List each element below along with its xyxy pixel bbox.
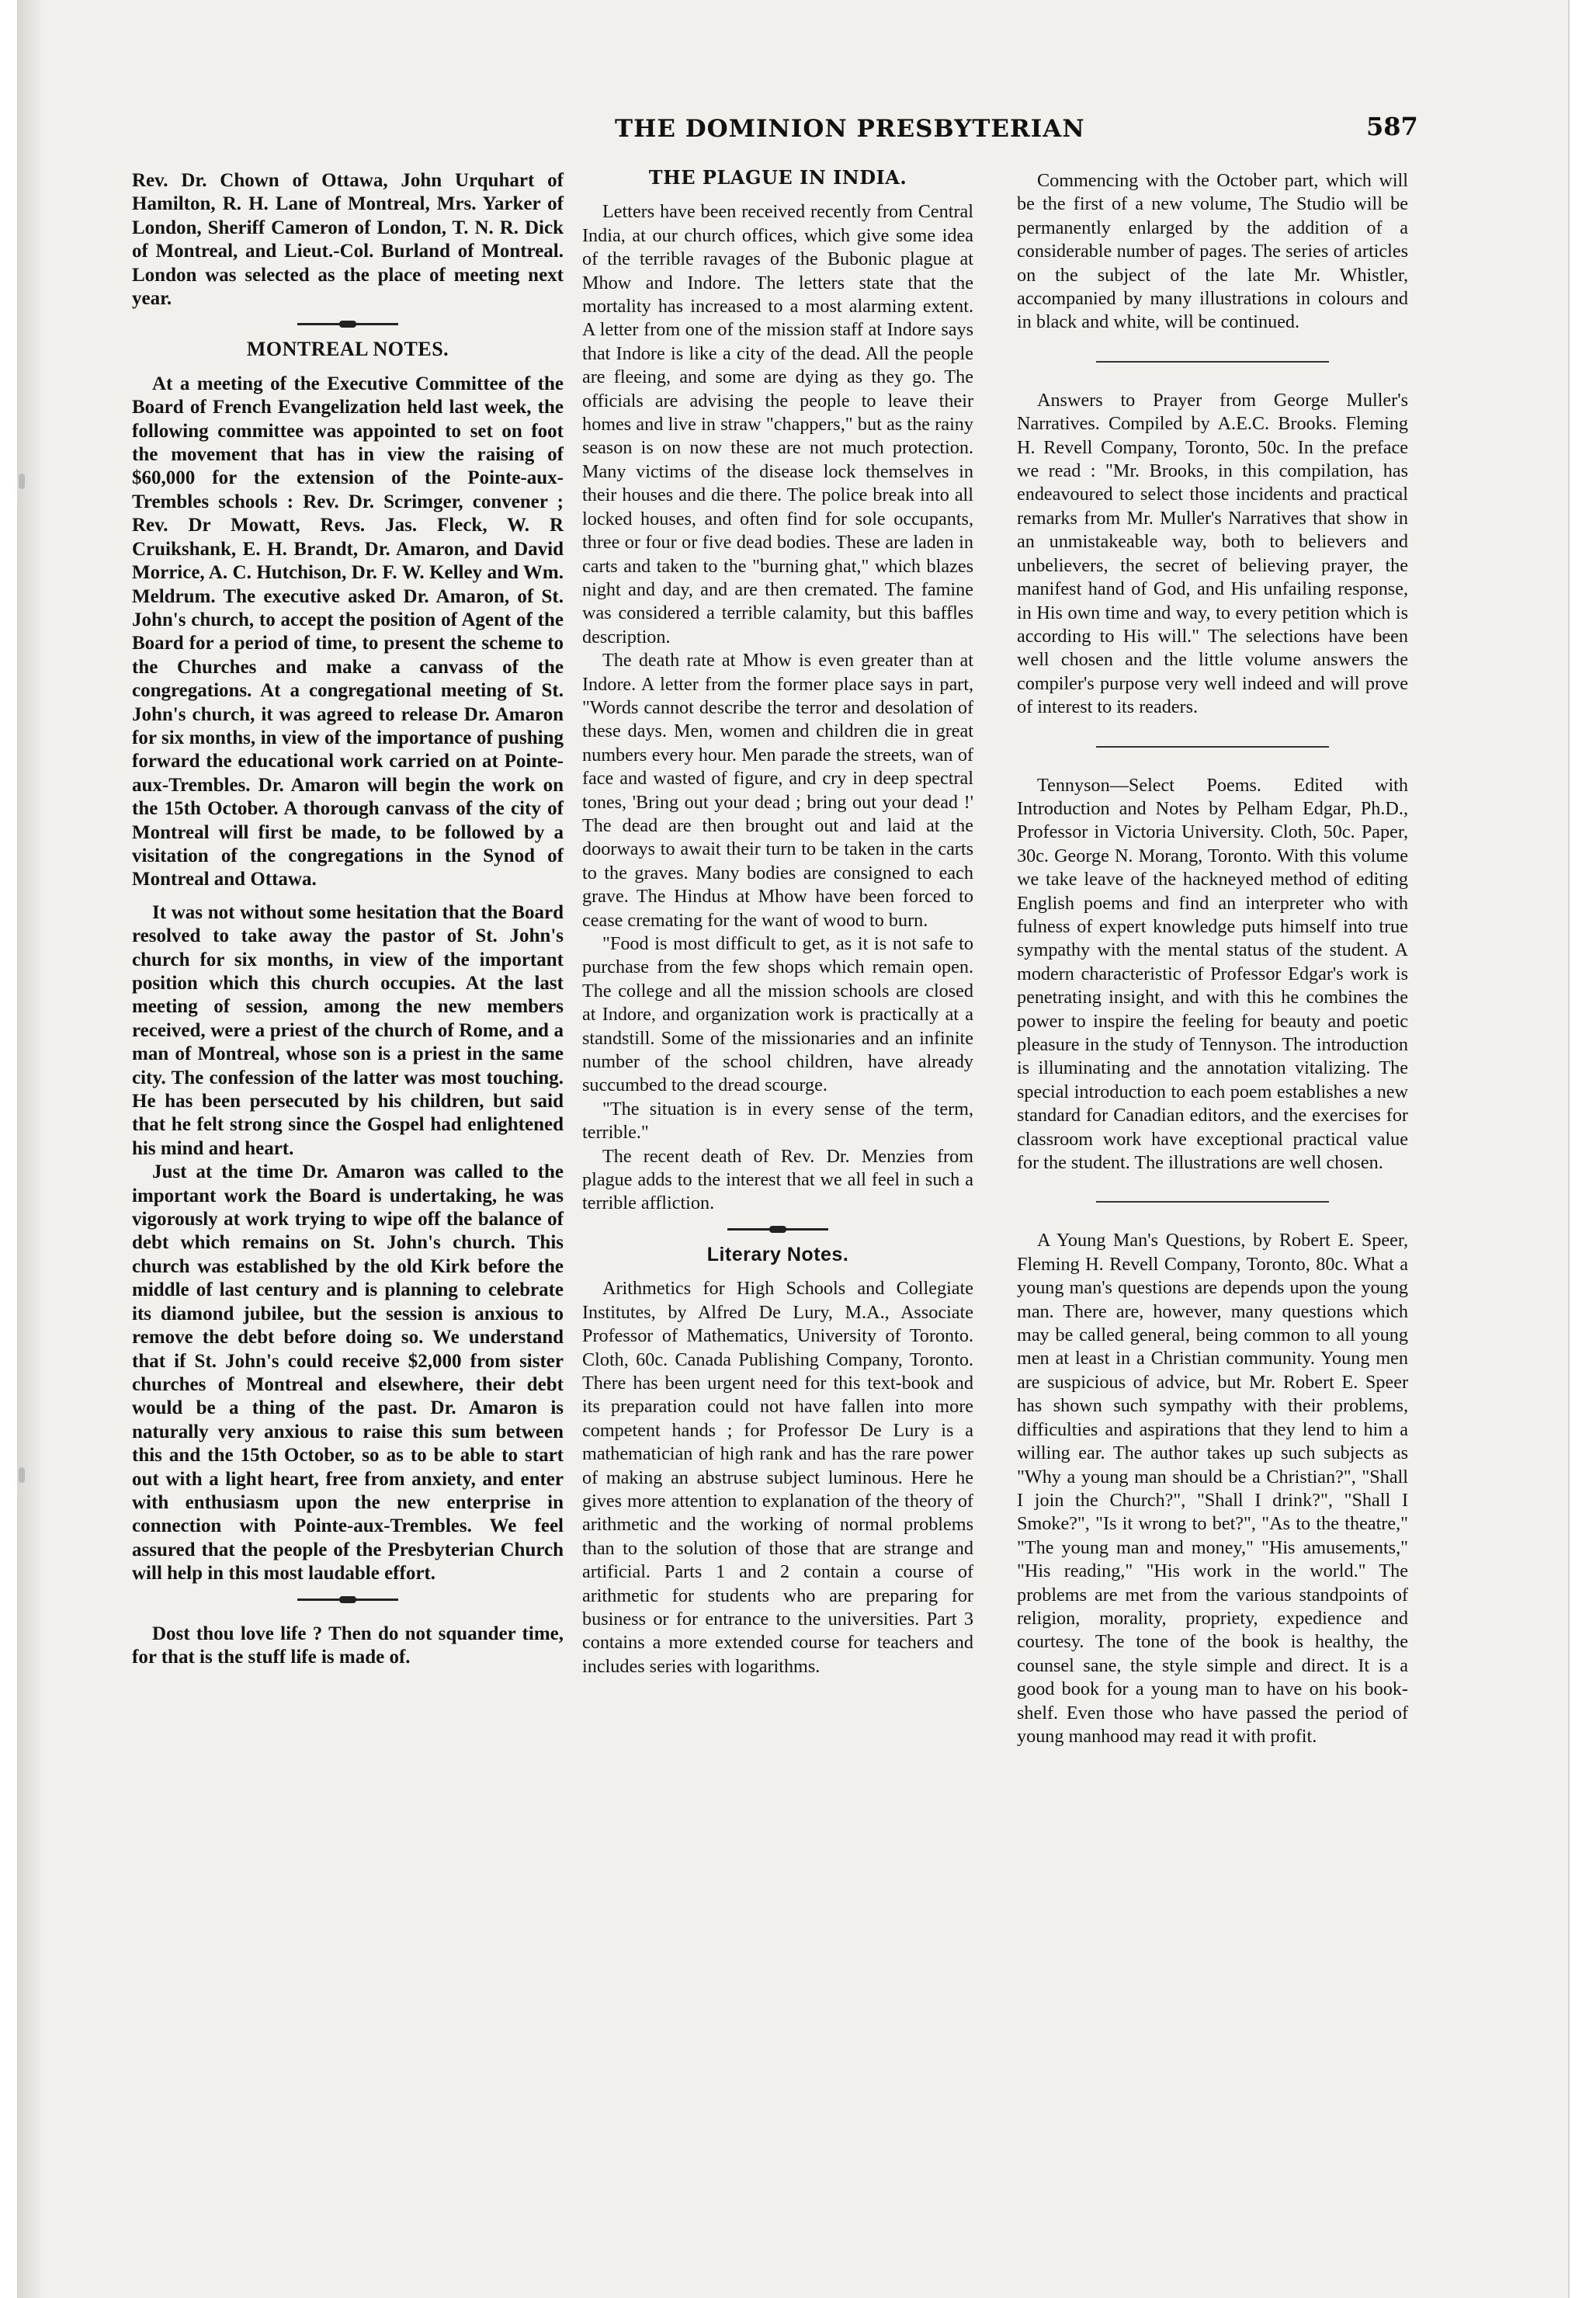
plague-paragraph-4: "The situation is in every sense of the term, terrible." [582, 1098, 973, 1144]
montreal-notes-paragraph-3: Just at the time Dr. Amaron was called to the important work the Board is undertaking, he was vigorously at work trying to wipe off the balance of debt which remains on St. John's church. This church was established by the old Kirk before the middle of last century and is planning to celebrate its diamond jubilee, but the session is anxious to remove the debt before doing so. We understand that if St. John's could receive $2,000 from sister churches of Montreal and elsewhere, their debt would be a thing of the past. Dr. Amaron is naturally very anxious to raise this sum between this and the 15th October, so as to be able to start out with a light heart, free from anxiety, and enter with enthusiasm upon the new enterprise in connection with Pointe-aux-Trembles. We feel assured that the people of the Presbyterian Church will help in this most laudable effort. [132, 1161, 564, 1585]
plague-paragraph-2: The death rate at Mhow is even greater than at Indore. A letter from the former place says in part, "Words cannot describe the terror and desolation of these days. Men, women and children die in great numbers every hour. Men parade the streets, wan of face and wasted of figure, and cry in deep spectral tones, 'Bring out your dead ; bring out your dead !' The dead are then brought out and laid at the doorways to await their turn to be taken in the carts to the graves. Many bodies are consigned to each grave. The Hindus at Mhow have been forced to cease cremating for the want of wood to burn. [582, 650, 973, 931]
closing-aphorism: Dost thou love life ? Then do not squander time, for that is the stuff life is made of. [132, 1623, 564, 1668]
montreal-notes-heading: MONTREAL NOTES. [246, 338, 449, 361]
middle-column [582, 166, 973, 1678]
literary-notes-heading: Literary Notes. [706, 1243, 849, 1265]
review-divider [1096, 746, 1329, 748]
montreal-notes-paragraph-1: At a meeting of the Executive Committee of the Board of French Evangelization held last week, the following committee was appointed to set on foot the movement that has in view the raising of $60,000 for the extension of the Pointe-aux-Trembles schools : Rev. Dr. Scrimger, convener ; Rev. Dr Mowatt, Revs. Jas. Fleck, W. R Cruikshank, E. H. Brandt, Dr. Amaron, and David Morrice, A. C. Hutchison, Dr. F. W. Kelley and Wm. Meldrum. The executive asked Dr. Amaron, of St. John's church, to accept the position of Agent of the Board for a period of time, to present the scheme to the Churches and make a canvass of the congregations. At a congregational meeting of St. John's church, it was agreed to release Dr. Amaron for six months, in view of the importance of pushing forward the educational work carried on at Pointe-aux-Trembles. Dr. Amaron will begin the work on the 15th October. A thorough canvass of the city of Montreal will first be made, to be followed by a visitation of the congregations in the Synod of Montreal and Ottawa. [132, 373, 564, 890]
plague-heading: THE PLAGUE IN INDIA. [648, 166, 907, 189]
page-number: 587 [1366, 112, 1418, 141]
review-young-mans-questions: A Young Man's Questions, by Robert E. Speer, Fleming H. Revell Company, Toronto, 80c. What a young man's questions are depends upon the young man. There are, however, many questions which may be called general, being common to all young men at least in a Christian community. Young men are suspicious of advice, but Mr. Robert E. Speer has shown such sympathy with their problems, difficulties and aspirations that they lend to him a willing ear. The author takes up such subjects as "Why a young man should be a Christian?", "Shall I join the Church?", "Shall I drink?", "Shall I Smoke?", "Is it wrong to bet?", "As to the theatre," "The young man and money," "His amusements," "His reading," "His work in the world." The problems are met from the various standpoints of religion, morality, propriety, expedience and courtesy. The tone of the book is healthy, the counsel sane, the style simple and direct. It is a good book for a young man to have on his book-shelf. Even those who have passed the period of young manhood may read it with profit. [1017, 1230, 1408, 1747]
left-intro-paragraph: Rev. Dr. Chown of Ottawa, John Urquhart of Hamilton, R. H. Lane of Montreal, Mrs. Yarker of London, Sheriff Cameron of London, T. N. R. Dick of Montreal, and Lieut.-Col. Burland of Montreal. London was selected as the place of meeting next year. [132, 170, 564, 310]
binding-mark [19, 1467, 25, 1483]
section-separator [297, 323, 398, 325]
newspaper-page [17, 0, 1570, 2298]
page-header-title: THE DOMINION PRESBYTERIAN [615, 115, 1085, 143]
review-studio: Commencing with the October part, which will be the first of a new volume, The Studio will be permanently enlarged by the addition of a considerable number of pages. The series of articles on the subject of the late Mr. Whistler, accompanied by many illustrations in colours and in black and white, will be continued. [1017, 170, 1408, 333]
left-column [132, 169, 564, 1669]
right-column [1017, 169, 1408, 1748]
literary-notes-arithmetics: Arithmetics for High Schools and Collegiate Institutes, by Alfred De Lury, M.A., Associate Professor of Mathematics, University of Toronto. Cloth, 60c. Canada Publishing Company, Toronto. There has been urgent need for this text-book and its preparation could not have fallen into more competent hands ; for Professor De Lury is a mathematician of high rank and has the rare power of making an abstruse subject luminous. Here he gives more attention to explanation of the theory of arithmetic and the working of normal problems than to the solution of those that are strange and artificial. Parts 1 and 2 contain a course of arithmetic for students who are preparing for business or for entrance to the universities. Part 3 contains a more extended course for teachers and includes series with logarithms. [582, 1278, 973, 1677]
plague-paragraph-3: "Food is most difficult to get, as it is not safe to purchase from the few shops which remain open. The college and all the mission schools are closed at Indore, and organization work is practically at a standstill. Some of the missionaries and an infinite number of the school children, have already succumbed to the dread scourge. [582, 933, 973, 1096]
section-separator [727, 1228, 828, 1231]
binding-mark [19, 474, 25, 489]
section-separator [297, 1599, 398, 1601]
review-divider [1096, 1201, 1329, 1203]
page-gutter-shadow [17, 0, 45, 2298]
review-divider [1096, 361, 1329, 363]
review-answers-to-prayer: Answers to Prayer from George Muller's Narratives. Compiled by A.E.C. Brooks. Fleming H. Revell Company, Toronto, 50c. In the preface we read : "Mr. Brooks, in this compilation, has endeavoured to select those incidents and practical remarks from Mr. Muller's Narratives that show in an unmistakeable way, both to believers and unbelievers, the secret of believing prayer, the manifest hand of God, and His unfailing response, in His own time and way, to every petition which is according to His will." The selections have been well chosen and the little volume answers the compiler's purpose very well indeed and will prove of interest to its readers. [1017, 389, 1408, 718]
plague-paragraph-1: Letters have been received recently from Central India, at our church offices, which give some idea of the terrible ravages of the Bubonic plague at Mhow and Indore. The letters state that the mortality has increased to a most alarming extent. A letter from one of the mission staff at Indore says that Indore is like a city of the dead. All the people are fleeing, and some are dying as they go. The officials are advising the people to leave their homes and live in straw "chappers," but as the rainy season is on now these are not much protection. Many victims of the disease lock themselves in their houses and die there. The police break into all locked houses, and often find for sole occupants, three or four or five dead bodies. These are laden in carts and taken to the "burning ghat," which blazes night and day, and are then cremated. The famine was considered a terrible calamity, but this baffles description. [582, 201, 973, 647]
plague-paragraph-5: The recent death of Rev. Dr. Menzies from plague adds to the interest that we all feel in such a terrible affliction. [582, 1145, 973, 1214]
montreal-notes-paragraph-2: It was not without some hesitation that the Board resolved to take away the pastor of St. John's church for six months, in view of the important position which this church occupies. At the last meeting of session, among the new members received, were a priest of the church of Rome, and a man of Montreal, whose son is a priest in the same city. The confession of the latter was most touching. He has been persecuted by his children, but said that he felt strong since the Gospel had enlightened his mind and heart. [132, 901, 564, 1159]
review-tennyson: Tennyson—Select Poems. Edited with Introduction and Notes by Pelham Edgar, Ph.D., Professor in Victoria University. Cloth, 50c. Paper, 30c. George N. Morang, Toronto. With this volume we take leave of the hackneyed method of editing English poems and find an interpreter who with fulness of expert knowledge puts himself into true sympathy with the mental status of the student. A modern characteristic of Professor Edgar's work is penetrating insight, and with this he combines the power to inspire the feeling for beauty and poetic pleasure in the study of Tennyson. The introduction is illuminating and the annotation vitalizing. The special introduction to each poem establishes a new standard for Canadian editors, and the exercises for classroom work have exceptional practical value for the student. The illustrations are well chosen. [1017, 774, 1408, 1174]
